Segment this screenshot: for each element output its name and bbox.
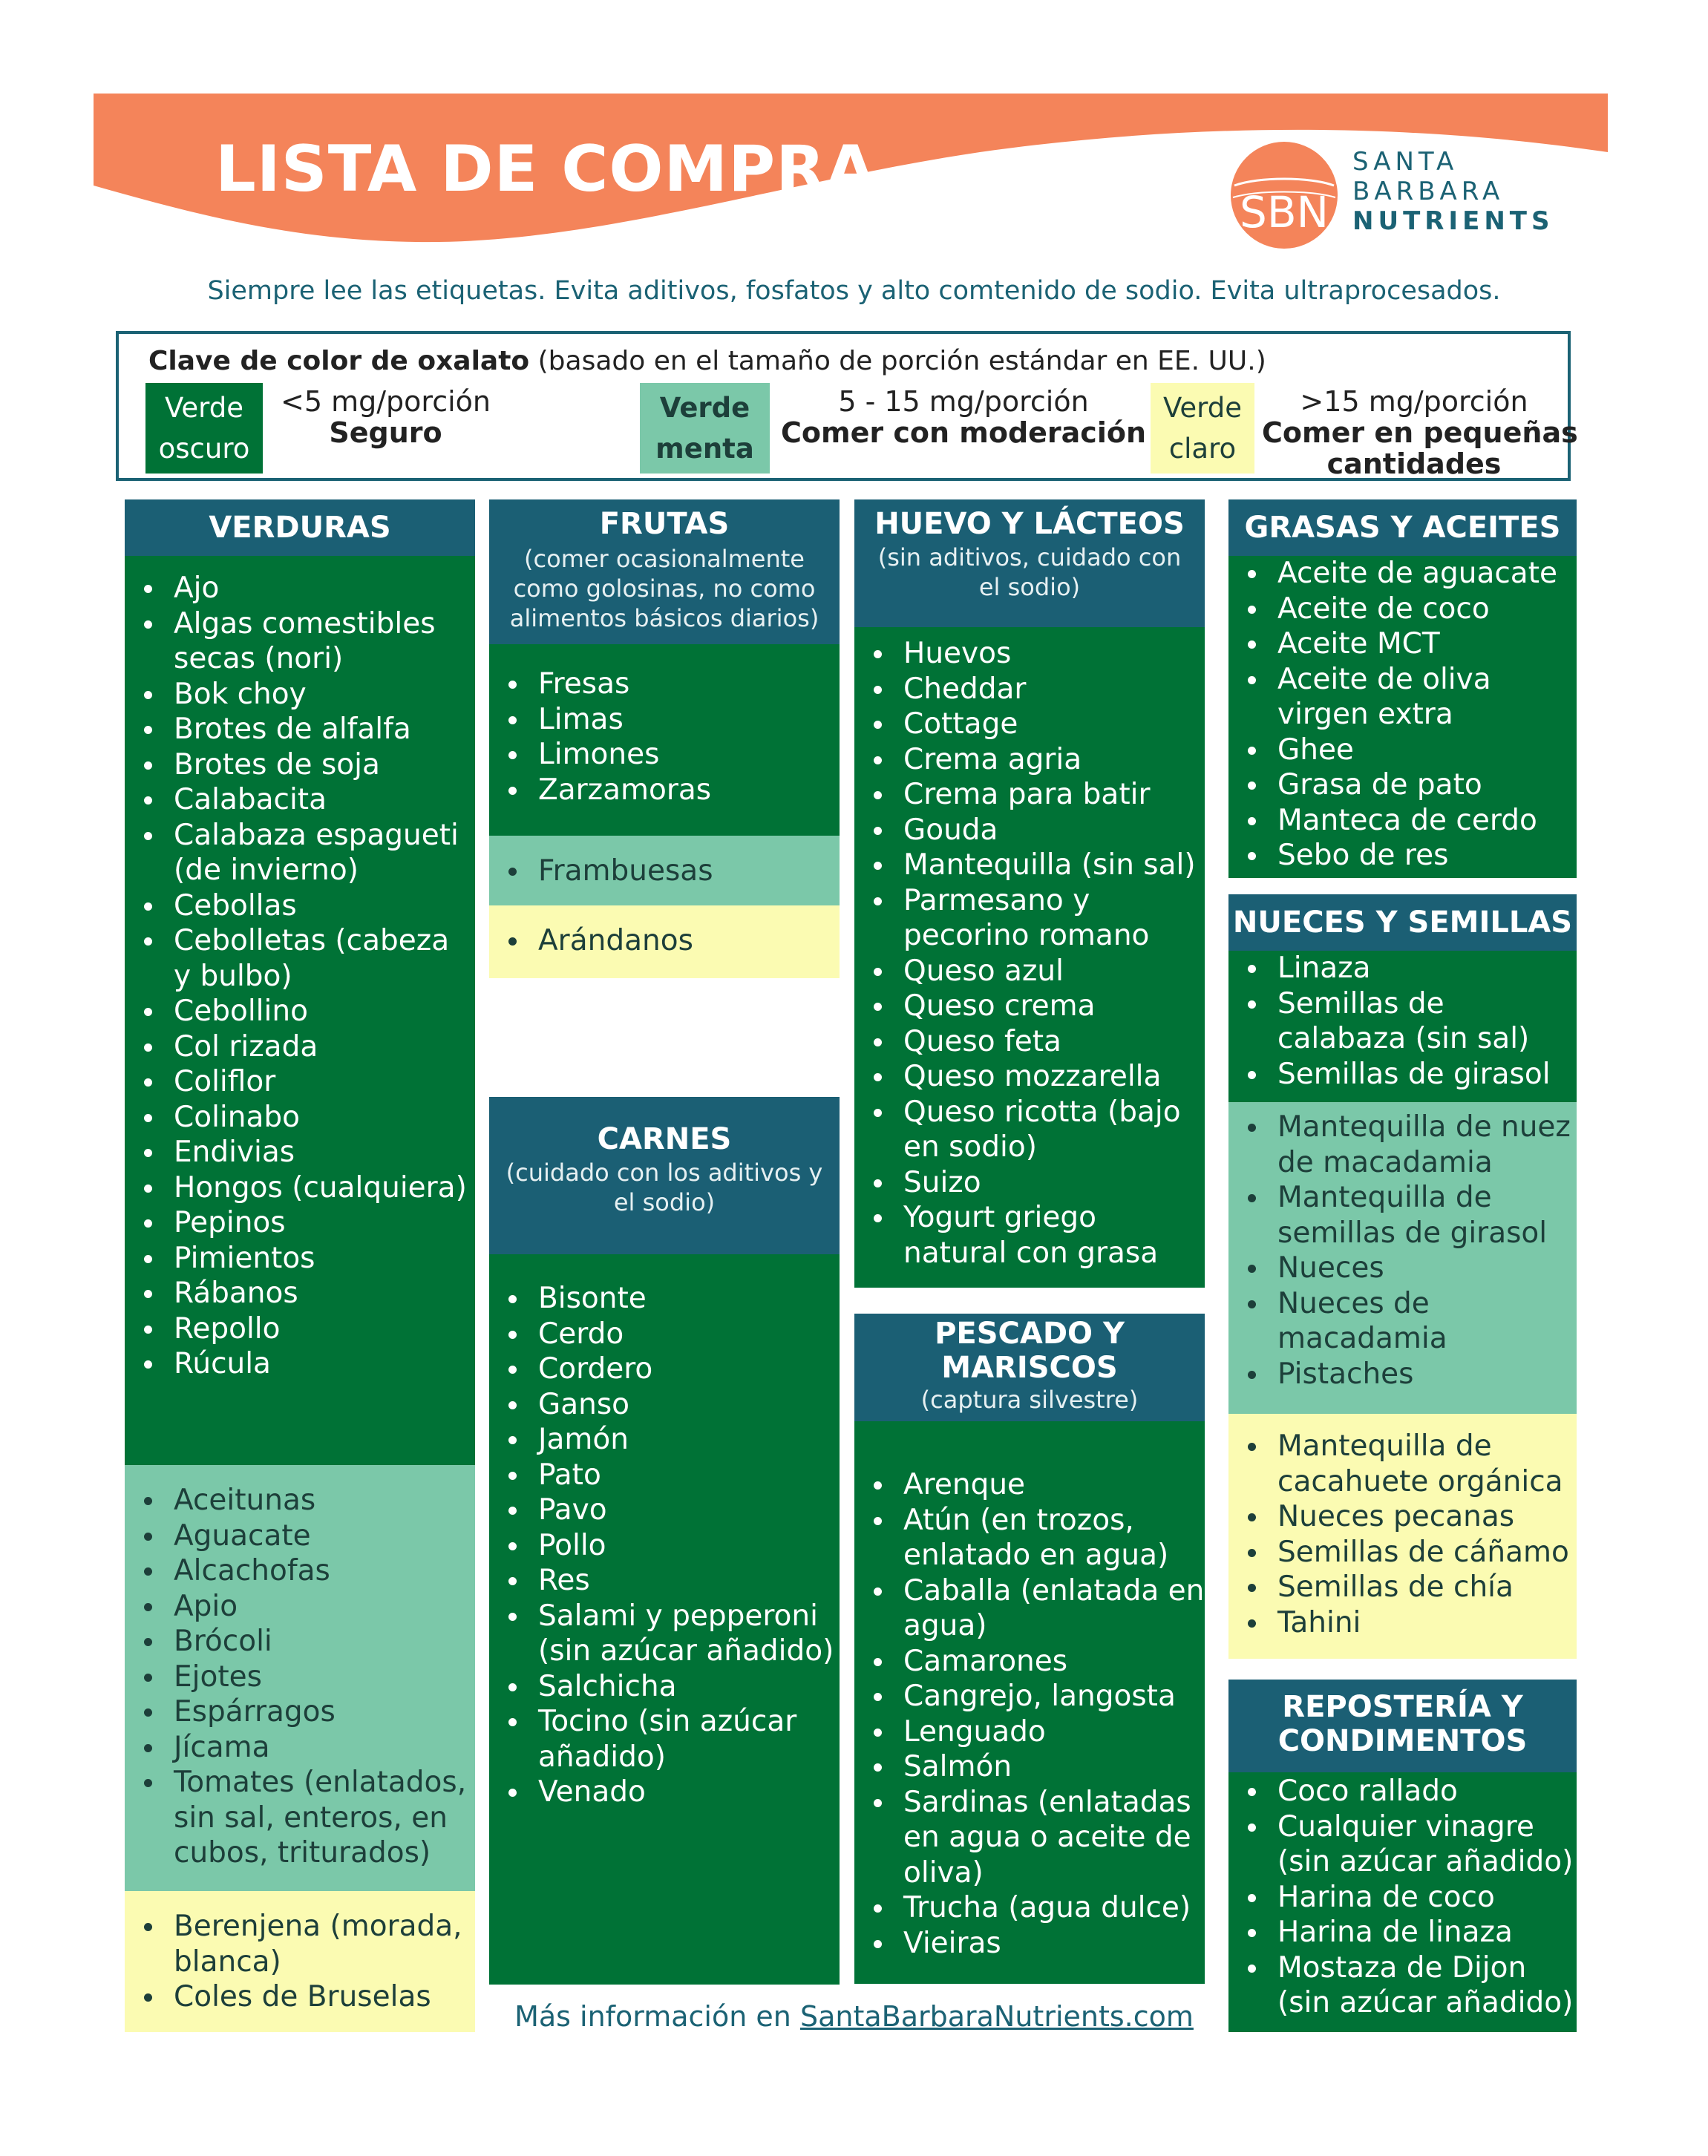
list-item: Manteca de cerdo — [1228, 803, 1577, 839]
sbn-logo-icon — [1228, 140, 1340, 251]
list-item: Bisonte — [489, 1281, 840, 1317]
frutas-dark-list — [489, 666, 840, 807]
list-item: Col rizada — [125, 1029, 475, 1065]
list-item: Mostaza de Dijon (sin azúcar añadido) — [1228, 1950, 1577, 2021]
key-advice-cont: cantidades — [1326, 448, 1502, 480]
list-item: Parmesano y pecorino romano — [854, 883, 1205, 954]
list-item: Jícama — [125, 1730, 475, 1766]
list-item: Aceite MCT — [1228, 626, 1577, 662]
carnes-header — [489, 1097, 840, 1254]
reposteria-dark-section — [1228, 1772, 1577, 2032]
list-item: Lenguado — [854, 1714, 1205, 1750]
list-item: Pimientos — [125, 1241, 475, 1277]
list-item: Sebo de res — [1228, 838, 1577, 874]
pescado-title: PESCADO Y MARISCOS — [935, 1317, 1125, 1385]
list-item: Colinabo — [125, 1100, 475, 1136]
verduras-mint-section — [125, 1465, 475, 1891]
list-item: Coliflor — [125, 1064, 475, 1100]
list-item: Pato — [489, 1458, 840, 1493]
reposteria-title: REPOSTERÍA Y CONDIMENTOS — [1277, 1690, 1528, 1758]
chip-line-2: claro — [1168, 433, 1237, 465]
frutas-title: FRUTAS — [599, 507, 730, 541]
frutas-mint-section — [489, 836, 840, 905]
list-item: Apio — [125, 1589, 475, 1625]
key-desc-light — [1262, 385, 1578, 480]
key-chip-dark-green — [145, 383, 263, 474]
brand-line-2: BARBARA — [1352, 177, 1505, 206]
frutas-light-list — [489, 923, 840, 959]
list-item: Rúcula — [125, 1346, 475, 1382]
grasas-title: GRASAS Y ACEITES — [1244, 511, 1561, 545]
list-item: Brócoli — [125, 1624, 475, 1659]
list-item: Mantequilla de semillas de girasol — [1228, 1180, 1577, 1251]
key-advice: Comer en pequeñas — [1262, 416, 1578, 449]
list-item: Aceitunas — [125, 1483, 475, 1518]
key-amount: 5 - 15 mg/porción — [838, 385, 1089, 418]
list-item: Salchicha — [489, 1669, 840, 1705]
list-item: Huevos — [854, 636, 1205, 672]
list-item: Tomates (enlatados, sin sal, enteros, en cubos, triturados) — [125, 1765, 475, 1871]
verduras-mint-list — [125, 1483, 475, 1871]
list-item: Salmón — [854, 1749, 1205, 1785]
chip-line-1: Verde — [164, 392, 243, 424]
list-item: Queso azul — [854, 954, 1205, 989]
chip-line-1: Verde — [659, 392, 750, 424]
list-item: Grasa de pato — [1228, 767, 1577, 803]
grasas-dark-list — [1228, 556, 1577, 874]
list-item: Nueces pecanas — [1228, 1499, 1577, 1535]
list-item: Coles de Bruselas — [125, 1979, 475, 2015]
key-advice: Comer con moderación — [781, 416, 1147, 449]
chip-line-1: Verde — [1162, 392, 1242, 424]
huevo-lacteos-header — [854, 499, 1205, 627]
list-item: Repollo — [125, 1311, 475, 1347]
grasas-dark-section — [1228, 556, 1577, 878]
list-item: Pavo — [489, 1493, 840, 1528]
list-item: Nueces — [1228, 1251, 1577, 1286]
list-item: Salami y pepperoni (sin azúcar añadido) — [489, 1599, 840, 1669]
pescado-dark-section — [854, 1421, 1205, 1984]
verduras-dark-list — [125, 571, 475, 1382]
list-item: Cordero — [489, 1351, 840, 1387]
list-item: Crema agria — [854, 742, 1205, 778]
list-item: Sardinas (enlatadas en agua o aceite de oliva) — [854, 1785, 1205, 1891]
list-item: Cottage — [854, 707, 1205, 742]
list-item: Bok choy — [125, 677, 475, 712]
frutas-subtitle: (comer ocasionalmente como golosinas, no como alimentos básicos diarios) — [509, 545, 819, 632]
carnes-dark-section — [489, 1254, 840, 1985]
list-item: Pistaches — [1228, 1357, 1577, 1392]
frutas-dark-section — [489, 644, 840, 836]
list-item: Queso crema — [854, 989, 1205, 1024]
list-item: Espárragos — [125, 1694, 475, 1730]
nueces-header — [1228, 894, 1577, 951]
list-item: Atún (en trozos, enlatado en agua) — [854, 1503, 1205, 1573]
list-item: Limones — [489, 737, 840, 773]
nueces-mint-section — [1228, 1102, 1577, 1414]
list-item: Camarones — [854, 1644, 1205, 1680]
list-item: Cangrejo, langosta — [854, 1679, 1205, 1714]
list-item: Venado — [489, 1775, 840, 1810]
list-item: Limas — [489, 702, 840, 738]
list-item: Ejotes — [125, 1659, 475, 1695]
frutas-light-section — [489, 905, 840, 978]
list-item: Cebolletas (cabeza y bulbo) — [125, 923, 475, 994]
list-item: Trucha (agua dulce) — [854, 1890, 1205, 1926]
list-item: Crema para batir — [854, 777, 1205, 813]
list-item: Ajo — [125, 571, 475, 606]
key-title-bold: Clave de color de oxalato — [148, 346, 530, 376]
list-item: Tahini — [1228, 1605, 1577, 1641]
list-item: Alcachofas — [125, 1553, 475, 1589]
chip-line-2: menta — [655, 433, 754, 465]
list-item: Yogurt griego natural con grasa — [854, 1200, 1205, 1271]
list-item: Endivias — [125, 1135, 475, 1170]
list-item: Ganso — [489, 1387, 840, 1423]
list-item: Pollo — [489, 1528, 840, 1564]
list-item: Calabaza espagueti (de invierno) — [125, 818, 475, 888]
nueces-title: NUECES Y SEMILLAS — [1232, 905, 1573, 940]
list-item: Harina de linaza — [1228, 1915, 1577, 1950]
list-item: Cualquier vinagre (sin azúcar añadido) — [1228, 1809, 1577, 1880]
list-item: Coco rallado — [1228, 1774, 1577, 1809]
verduras-header — [125, 499, 475, 556]
key-amount: >15 mg/porción — [1300, 385, 1528, 418]
list-item: Mantequilla (sin sal) — [854, 848, 1205, 883]
key-chip-light-green — [1151, 383, 1254, 474]
list-item: Vieiras — [854, 1926, 1205, 1962]
list-item: Aguacate — [125, 1518, 475, 1554]
huevo-lacteos-title: HUEVO Y LÁCTEOS — [874, 507, 1185, 541]
list-item: Queso feta — [854, 1024, 1205, 1060]
list-item: Semillas de calabaza (sin sal) — [1228, 986, 1577, 1057]
page-subtitle: Siempre lee las etiquetas. Evita aditivos, fosfatos y alto comtenido de sodio. Evita ultraprocesados. — [207, 276, 1501, 306]
list-item: Semillas de cáñamo — [1228, 1535, 1577, 1570]
logo-mark-text: SBN — [1240, 187, 1329, 237]
list-item: Suizo — [854, 1165, 1205, 1201]
list-item: Mantequilla de nuez de macadamia — [1228, 1110, 1577, 1180]
carnes-title: CARNES — [597, 1122, 732, 1156]
list-item: Rábanos — [125, 1276, 475, 1311]
carnes-subtitle: (cuidado con los aditivos y el sodio) — [505, 1159, 823, 1216]
list-item: Cerdo — [489, 1317, 840, 1352]
nueces-dark-section — [1228, 951, 1577, 1102]
list-item: Jamón — [489, 1422, 840, 1458]
grasas-header — [1228, 499, 1577, 556]
list-item: Linaza — [1228, 951, 1577, 986]
list-item: Queso mozzarella — [854, 1059, 1205, 1095]
brand-line-3: NUTRIENTS — [1352, 206, 1554, 236]
pescado-subtitle: (captura silvestre) — [920, 1386, 1139, 1414]
key-amount: <5 mg/porción — [281, 385, 491, 418]
footer-prefix: Más información en — [514, 2000, 800, 2033]
list-item: Pepinos — [125, 1205, 475, 1241]
key-title — [148, 346, 1266, 376]
list-item: Cebollino — [125, 994, 475, 1029]
key-desc-dark — [281, 386, 491, 448]
list-item: Cheddar — [854, 672, 1205, 707]
verduras-title: VERDURAS — [209, 511, 391, 545]
list-item: Queso ricotta (bajo en sodio) — [854, 1095, 1205, 1165]
list-item: Aceite de coco — [1228, 592, 1577, 627]
reposteria-dark-list — [1228, 1774, 1577, 2021]
list-item: Arenque — [854, 1467, 1205, 1503]
list-item: Tocino (sin azúcar añadido) — [489, 1704, 840, 1775]
key-desc-mint — [781, 386, 1146, 448]
list-item: Berenjena (morada, blanca) — [125, 1909, 475, 1979]
list-item: Brotes de soja — [125, 747, 475, 783]
frutas-mint-list — [489, 853, 840, 889]
chip-line-2: oscuro — [158, 433, 250, 465]
verduras-dark-section — [125, 556, 475, 1465]
list-item: Caballa (enlatada en agua) — [854, 1573, 1205, 1644]
list-item: Nueces de macadamia — [1228, 1286, 1577, 1357]
list-item: Semillas de chía — [1228, 1570, 1577, 1605]
list-item: Cebollas — [125, 888, 475, 924]
list-item: Algas comestibles secas (nori) — [125, 606, 475, 677]
pescado-header — [854, 1314, 1205, 1421]
list-item: Gouda — [854, 813, 1205, 848]
nueces-mint-list — [1228, 1110, 1577, 1392]
pescado-dark-list — [854, 1467, 1205, 1961]
key-chip-mint-green — [640, 383, 770, 474]
list-item: Aceite de oliva virgen extra — [1228, 662, 1577, 733]
nueces-light-list — [1228, 1429, 1577, 1640]
list-item: Harina de coco — [1228, 1880, 1577, 1916]
huevo-lacteos-subtitle: (sin aditivos, cuidado con el sodio) — [877, 543, 1182, 601]
list-item: Aceite de aguacate — [1228, 556, 1577, 592]
list-item: Arándanos — [489, 923, 840, 959]
brand-line-1: SANTA — [1352, 147, 1459, 177]
list-item: Brotes de alfalfa — [125, 712, 475, 747]
page-title: LISTA DE COMPRA — [215, 132, 876, 206]
frutas-header — [489, 499, 840, 644]
key-advice: Seguro — [329, 416, 442, 449]
list-item: Ghee — [1228, 733, 1577, 768]
list-item: Fresas — [489, 666, 840, 702]
list-item: Frambuesas — [489, 853, 840, 889]
list-item: Calabacita — [125, 782, 475, 818]
footer — [0, 2000, 1708, 2033]
list-item: Res — [489, 1563, 840, 1599]
verduras-light-list — [125, 1909, 475, 2015]
nueces-dark-list — [1228, 951, 1577, 1092]
huevo-lacteos-dark-section — [854, 627, 1205, 1288]
nueces-light-section — [1228, 1414, 1577, 1659]
carnes-dark-list — [489, 1281, 840, 1810]
key-title-rest: (basado en el tamaño de porción estándar en EE. UU.) — [529, 346, 1266, 376]
list-item: Zarzamoras — [489, 773, 840, 808]
list-item: Hongos (cualquiera) — [125, 1170, 475, 1206]
list-item: Mantequilla de cacahuete orgánica — [1228, 1429, 1577, 1499]
huevo-lacteos-dark-list — [854, 636, 1205, 1271]
reposteria-header — [1228, 1680, 1577, 1772]
footer-link[interactable]: SantaBarbaraNutrients.com — [799, 2000, 1194, 2033]
list-item: Semillas de girasol — [1228, 1057, 1577, 1092]
